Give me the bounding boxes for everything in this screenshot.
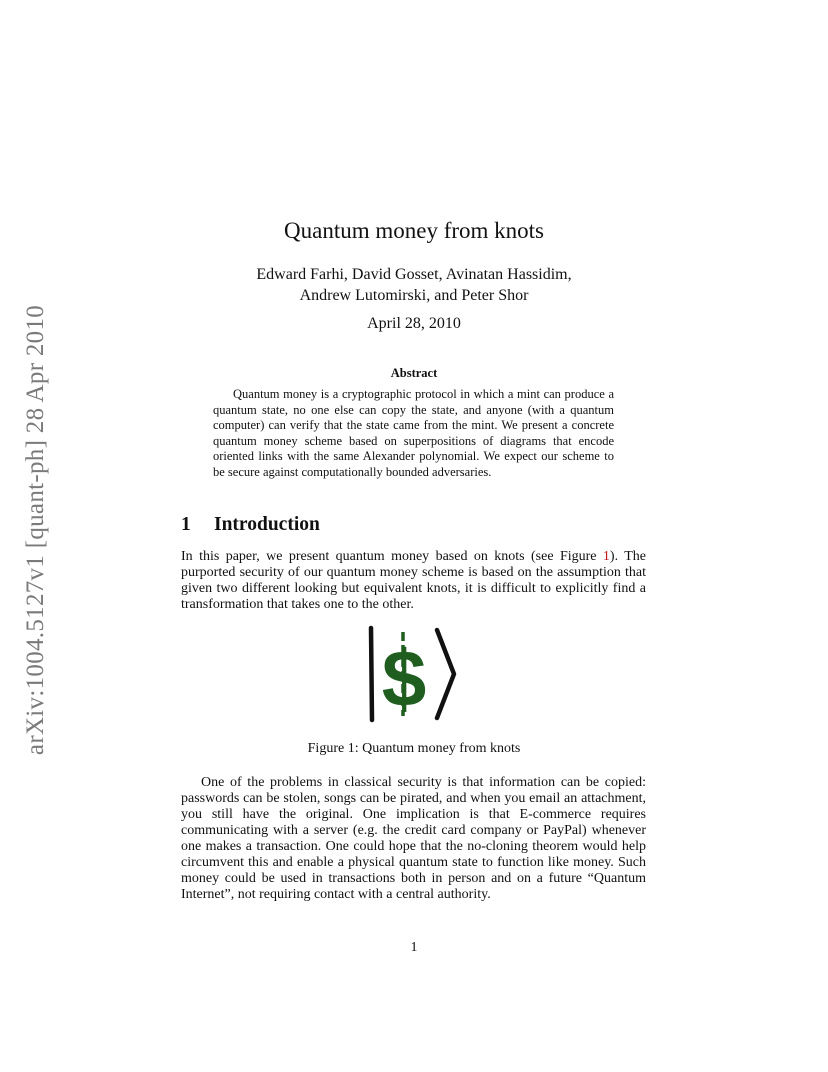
- intro-text-start: In this paper, we present quantum money based on knots (see Figure: [181, 549, 603, 564]
- page-number: 1: [410, 940, 418, 955]
- figure-caption: Figure 1: Quantum money from knots: [307, 741, 521, 756]
- paper-title: Quantum money from knots: [284, 218, 544, 243]
- abstract-body: Quantum money is a cryptographic protocol in which a mint can produce a quantum state, no one else can copy the state, and anyone (with a quantum computer) can verify that the state came from the mint. We present a concrete quantum money scheme based on superpositions of diagrams that encode oriented links with the same Alexander polynomial. We expect our scheme to be secure against computationally bounded adversaries.: [213, 387, 614, 479]
- ket-left-bar: [371, 628, 372, 720]
- figure-reference-link[interactable]: 1: [602, 549, 610, 564]
- quantum-money-figure: [360, 622, 466, 726]
- paper-date: April 28, 2010: [367, 315, 461, 332]
- intro-text-end: ). The purported security of our quantum money scheme is based on the assumption that given two different looking but equivalent knots, it is difficult to explicitly find a transformation that takes one to the other.: [181, 549, 646, 612]
- abstract-heading: Abstract: [390, 366, 438, 380]
- section-heading: [181, 514, 320, 536]
- intro-paragraph: [181, 549, 646, 613]
- section-number: 1: [181, 514, 191, 535]
- ket-right-angle: [437, 630, 454, 718]
- authors-line-1: Edward Farhi, David Gosset, Avinatan Hassidim,: [256, 266, 572, 283]
- authors: [0, 264, 828, 306]
- arxiv-margin-stamp: arXiv:1004.5127v1 [quant-ph] 28 Apr 2010: [22, 304, 49, 756]
- section-title: Introduction: [214, 514, 320, 535]
- dollar-symbol-icon: $: [381, 634, 427, 723]
- body-paragraph-2: One of the problems in classical security is that information can be copied: passwords can be stolen, songs can be pirated, and when you email an attachment, you still have the original. One implication is that E-commerce requires communicating with a server (e.g. the credit card company or PayPal) whenever one makes a transaction. One could hope that the no-cloning theorem would help circumvent this and enable a physical quantum state to function like money. Such money could be used in transactions both in person and on a future “Quantum Internet”, not requiring contact with a central authority.: [181, 775, 646, 902]
- authors-line-2: Andrew Lutomirski, and Peter Shor: [299, 287, 529, 304]
